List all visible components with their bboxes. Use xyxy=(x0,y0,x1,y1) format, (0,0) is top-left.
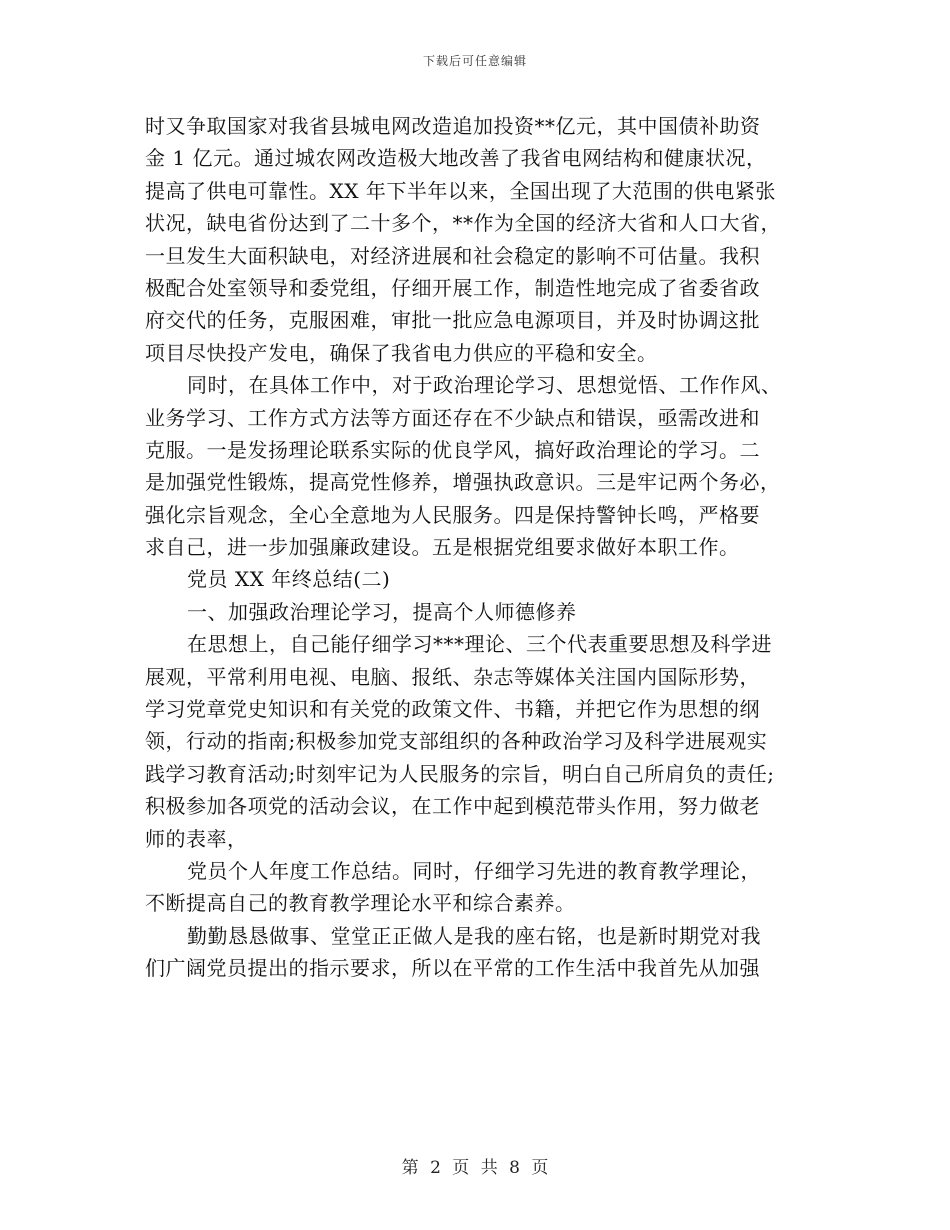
paragraph-start-line: 同时，在具体工作中，对于政治理论学习、思想觉悟、工作作风、 xyxy=(187,373,782,398)
text-line: 提高了供电可靠性。XX 年下半年以来，全国出现了大范围的供电紧张 xyxy=(145,178,776,203)
text-line: 府交代的任务，克服困难，审批一批应急电源项目，并及时协调这批 xyxy=(145,308,760,333)
text-line: 时又争取国家对我省县城电网改造追加投资**亿元，其中国债补助资 xyxy=(145,114,761,138)
document-body xyxy=(145,110,815,985)
text-line: 领，行动的指南;积极参加党支部组织的各种政治学习及科学进展观实 xyxy=(145,729,768,754)
text-line: 积极参加各项党的活动会议，在工作中起到模范带头作用，努力做老 xyxy=(145,794,760,819)
text-line: 不断提高自己的教育教学理论水平和综合素养。 xyxy=(145,891,576,916)
text-line: 克服。一是发扬理论联系实际的优良学风，搞好政治理论的学习。二 xyxy=(145,437,760,462)
text-line: 学习党章党史知识和有关党的政策文件、书籍，并把它作为思想的纲 xyxy=(145,697,760,722)
paragraph-start-line: 党员个人年度工作总结。同时，仔细学习先进的教育教学理论， xyxy=(187,858,761,883)
text-line: 金 1 亿元。通过城农网改造极大地改善了我省电网结构和健康状况， xyxy=(145,146,767,171)
text-line: 们广阔党员提出的指示要求，所以在平常的工作生活中我首先从加强 xyxy=(145,956,760,981)
section-title: 党员 XX 年终总结(二) xyxy=(187,567,391,592)
text-line: 求自己，进一步加强廉政建设。五是根据党组要求做好本职工作。 xyxy=(145,535,740,560)
text-line: 项目尽快投产发电，确保了我省电力供应的平稳和安全。 xyxy=(145,340,658,365)
text-line: 极配合处室领导和委党组，仔细开展工作，制造性地完成了省委省政 xyxy=(145,275,760,300)
text-line: 是加强党性锻炼，提高党性修养，增强执政意识。三是牢记两个务必， xyxy=(145,470,781,495)
text-line: 师的表率， xyxy=(145,826,248,851)
paragraph-start-line: 勤勤恳恳做事、堂堂正正做人是我的座右铭，也是新时期党对我 xyxy=(187,923,761,948)
text-line: 强化宗旨观念，全心全意地为人民服务。四是保持警钟长鸣，严格要 xyxy=(145,502,760,527)
page-header: 下载后可任意编辑 xyxy=(422,54,527,68)
paragraph-start-line: 在思想上，自己能仔细学习***理论、三个代表重要思想及科学进 xyxy=(187,632,772,657)
section-heading: 一、加强政治理论学习，提高个人师德修养 xyxy=(187,599,577,624)
text-line: 业务学习、工作方式方法等方面还存在不少缺点和错误，亟需改进和 xyxy=(145,405,760,430)
text-line: 一旦发生大面积缺电，对经济进展和社会稳定的影响不可估量。我积 xyxy=(145,243,760,268)
text-line: 践学习教育活动;时刻牢记为人民服务的宗旨，明白自己所肩负的责任; xyxy=(145,761,775,786)
page-number: 第 2 页 共 8 页 xyxy=(401,1158,549,1178)
text-line: 展观，平常利用电视、电脑、报纸、杂志等媒体关注国内国际形势， xyxy=(145,664,760,689)
text-line: 状况，缺电省份达到了二十多个，**作为全国的经济大省和人口大省， xyxy=(145,211,781,236)
